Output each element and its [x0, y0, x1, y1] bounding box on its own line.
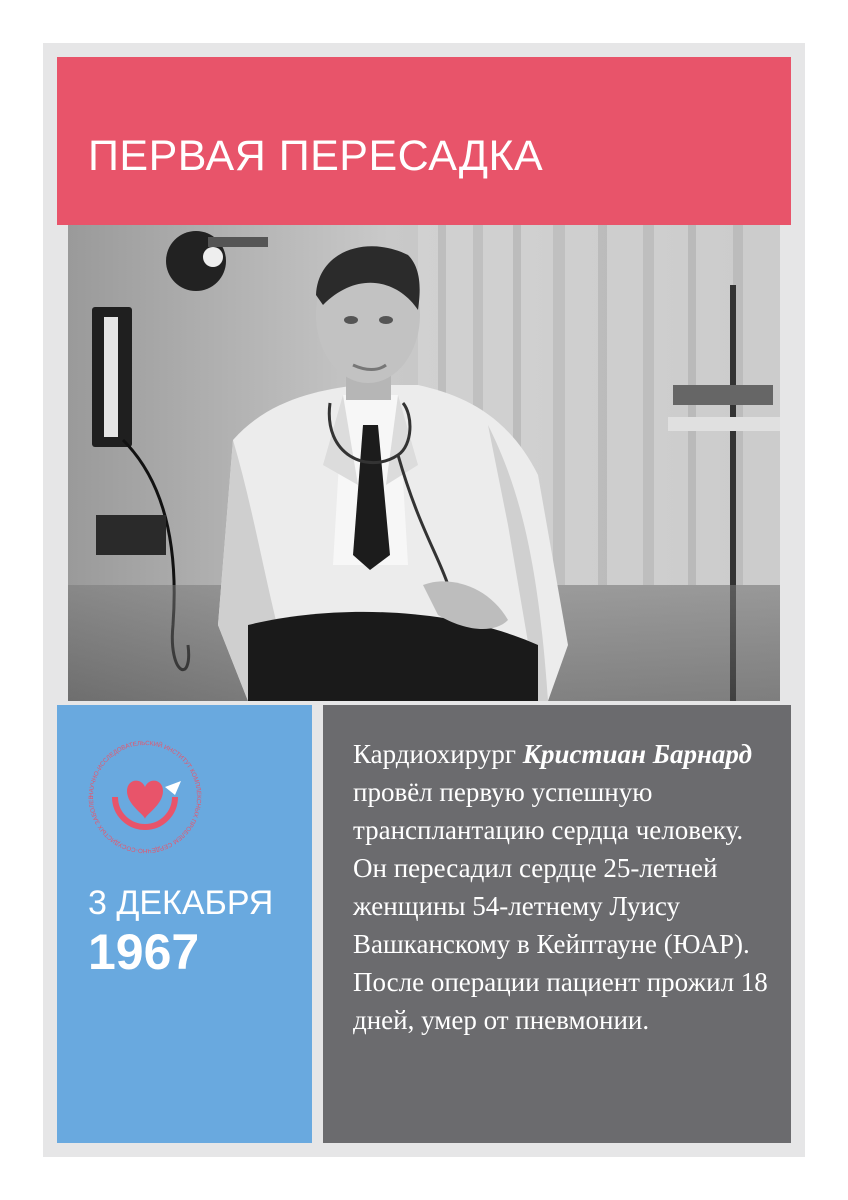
institute-logo — [83, 735, 207, 859]
description-rest: провёл первую успешную трансплантацию сердца человеку. Он пересадил сердце 25-летней женщины 54-летнему Луису Вашканскому в Кейптауне (ЮАР). После операции пациент прожил 18 дней, умер от пневмонии. — [353, 777, 768, 1035]
description-intro: Кардиохирург — [353, 739, 523, 769]
surgeon-photo — [68, 225, 780, 701]
date-panel — [57, 705, 312, 1143]
description-panel — [323, 705, 791, 1143]
description-text — [353, 735, 773, 1039]
poster-title: ПЕРВАЯ ПЕРЕСАДКА — [88, 132, 544, 180]
title-banner — [57, 57, 791, 225]
date-year: 1967 — [88, 924, 200, 980]
surgeon-name: Кристиан Барнард — [522, 739, 752, 769]
logo-ring-text: НАУЧНО-ИССЛЕДОВАТЕЛЬСКИЙ ИНСТИТУТ КОМПЛЕКСНЫХ ПРОБЛЕМ СЕРДЕЧНО-СОСУДИСТЫХ ЗАБОЛЕВ — [87, 739, 203, 855]
date-day-month: 3 ДЕКАБРЯ — [88, 884, 274, 922]
